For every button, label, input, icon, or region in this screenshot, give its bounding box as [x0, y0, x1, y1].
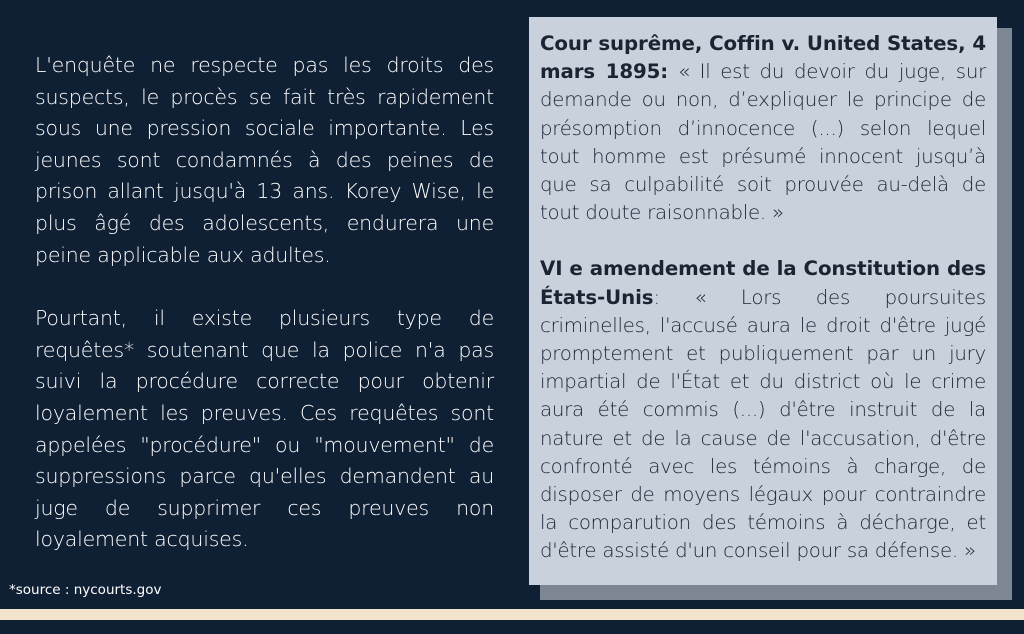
bottom-strip: [0, 609, 1024, 620]
quote-coffin-heading: Cour suprême, Coffin v. United States, 4 mars 1895:: [540, 32, 986, 84]
quote-coffin-text: « Il est du devoir du juge, sur demande ou non, d’expliquer le principe de présomption d’innocence (...) selon lequel tout homme est présumé innocent jusqu’à que sa culpabilité soit prouvée au-delà de tout doute raisonnable. »: [540, 60, 986, 225]
quote-coffin: [540, 30, 986, 227]
legal-quotes-card: [529, 17, 997, 585]
quote-sixth-amendment: [540, 255, 986, 565]
body-text: [35, 50, 494, 588]
source-footnote: *source : nycourts.gov: [9, 582, 162, 598]
quote-amendment-heading: VI e amendement de la Constitution des États-Unis: [540, 257, 986, 309]
quote-amendment-text: : « Lors des poursuites criminelles, l'accusé aura le droit d'être jugé promptement et publiquement par un jury impartial de l'État et du district où le crime aura été commis (...) d'être instruit de la nature et de la cause de l'accusation, d'être confronté avec les témoins à charge, de disposer de moyens légaux pour contraindre la comparution des témoins à décharge, et d'être assisté d'un conseil pour sa défense. »: [540, 285, 986, 563]
paragraph-investigation: L'enquête ne respecte pas les droits des suspects, le procès se fait très rapidement sous une pression sociale importante. Les jeunes sont condamnés à des peines de prison allant jusqu'à 13 ans. Korey Wise, le plus âgé des adolescents, endurera une peine applicable aux adultes.: [35, 53, 494, 267]
paragraph-motions: Pourtant, il existe plusieurs type de requêtes* soutenant que la police n'a pas suivi la procédure correcte pour obtenir loyalement les preuves. Ces requêtes sont appelées "procédure" ou "mouvement" de suppressions parce qu'elles demandent au juge de supprimer ces preuves non loyalement acquises.: [35, 306, 494, 552]
